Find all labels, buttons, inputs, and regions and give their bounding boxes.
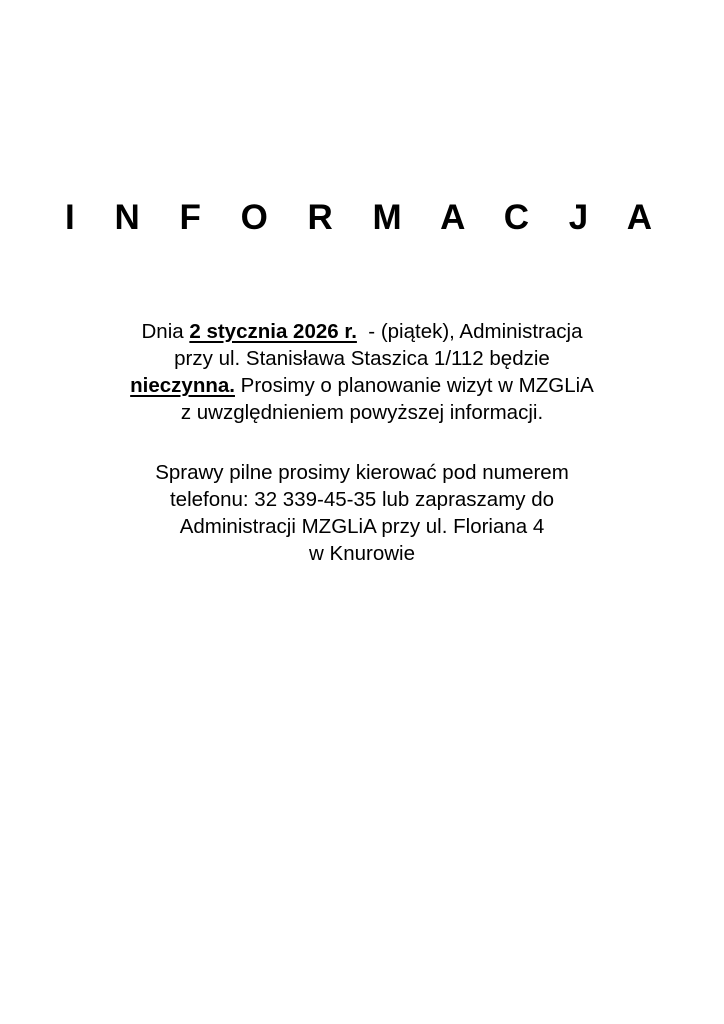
page-title: I N F O R M A C J A — [65, 198, 667, 237]
contact-line-4: w Knurowie — [309, 542, 415, 565]
notice-line-3-suffix: Prosimy o planowanie wizyt w MZGLiA — [234, 374, 594, 397]
notice-line-4: z uwzględnieniem powyższej informacji. — [180, 401, 544, 424]
contact-line-1: Sprawy pilne prosimy kierować pod numerem — [155, 461, 569, 484]
notice-line-2: przy ul. Stanisława Staszica 1/112 będzie — [174, 347, 550, 370]
notice-line-1-suffix: - (piątek), Administracja — [356, 320, 583, 343]
closed-status: nieczynna. — [130, 374, 235, 397]
notice-line-1 — [0, 318, 724, 345]
notice-line-1-prefix: Dnia — [141, 320, 190, 343]
contact-line-3: Administracji MZGLiA przy ul. Floriana 4 — [179, 515, 545, 538]
notice-paragraph — [0, 318, 724, 426]
contact-line-2: telefonu: 32 339-45-35 lub zapraszamy do — [169, 488, 555, 511]
notice-line-3 — [0, 372, 724, 399]
closure-date: 2 stycznia 2026 r. — [189, 320, 357, 343]
contact-paragraph — [0, 459, 724, 567]
